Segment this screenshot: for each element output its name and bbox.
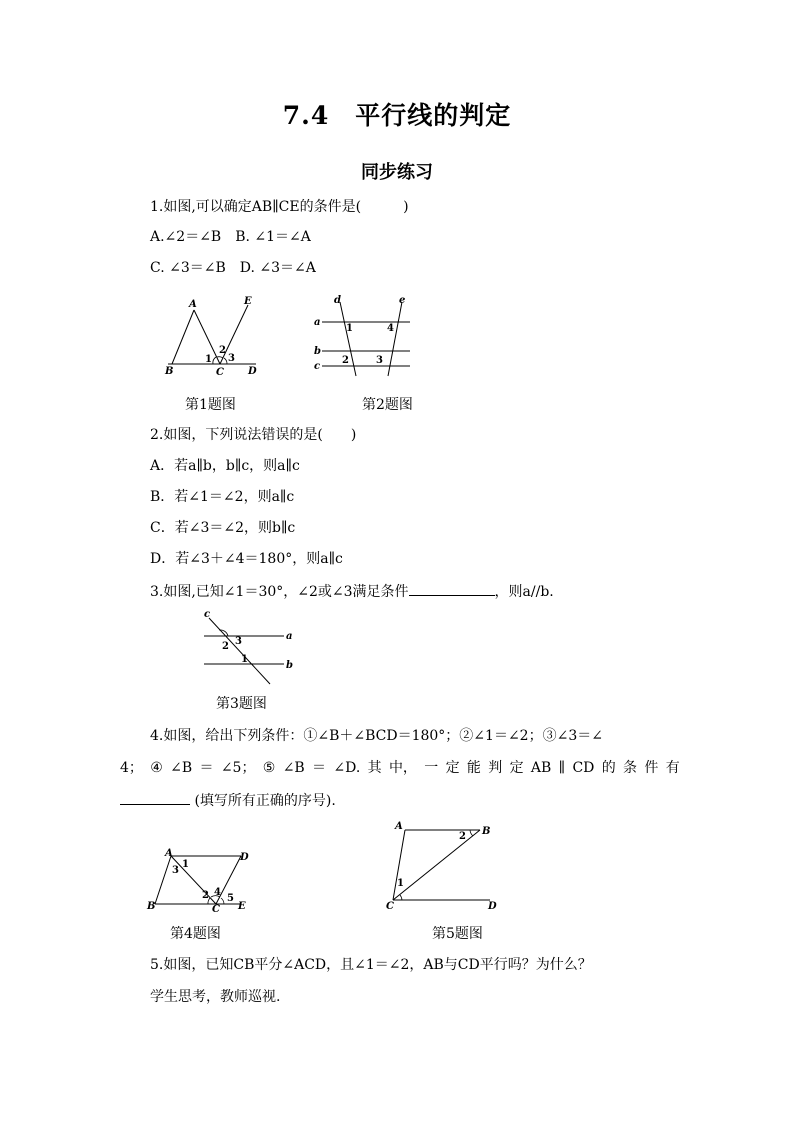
q2-option-a: A．若a∥b，b∥c，则a∥c [150, 458, 300, 474]
fig4-caption: 第4题图 [170, 926, 221, 942]
fig3-angle-3: 3 [235, 636, 242, 647]
fig1-label-E: E [244, 296, 252, 307]
fig4-label-C: C [212, 904, 220, 915]
fig3-label-b: b [286, 660, 293, 671]
q1-options-cd: C. ∠3＝∠B D. ∠3＝∠A [150, 260, 316, 276]
figure-5 [385, 818, 505, 913]
fig1-label-D: D [248, 366, 257, 377]
fig2-angle-2: 2 [342, 355, 349, 366]
fig4-label-E: E [238, 901, 246, 912]
q4-seg: 条 [623, 760, 638, 776]
q4-seg: 其 [367, 760, 382, 776]
q4-seg: ∥ [558, 760, 566, 776]
fig1-label-B: B [165, 366, 174, 377]
q2-option-b: B．若∠1＝∠2，则a∥c [150, 489, 295, 505]
q4-seg: ＝ [199, 760, 214, 776]
figure-1 [160, 298, 270, 378]
fig2-label-e: e [399, 295, 406, 306]
fig1-angle-1: 1 [205, 354, 212, 365]
q4-line-1: 4.如图，给出下列条件：①∠B＋∠BCD＝180°；②∠1＝∠2；③∠3＝∠ [150, 728, 603, 744]
fig5-caption: 第5题图 [432, 926, 483, 942]
fig5-label-C: C [386, 901, 394, 912]
q2-stem: 2.如图，下列说法错误的是( ) [150, 427, 357, 443]
fig2-caption: 第2题图 [362, 397, 413, 413]
q4-seg: 判 [488, 760, 503, 776]
q5-note: 学生思考，教师巡视. [150, 989, 281, 1005]
q1-options-ab: A.∠2＝∠B B. ∠1＝∠A [150, 229, 311, 245]
fig4-angle-2: 2 [202, 890, 209, 901]
q2-option-c: C．若∠3＝∠2，则b∥c [150, 520, 296, 536]
q4-seg: 中， [388, 760, 417, 776]
figure-4 [143, 846, 258, 916]
fig2-label-c: c [314, 361, 321, 372]
fig2-label-d: d [334, 295, 341, 306]
fig2-angle-3: 3 [376, 355, 383, 366]
figure-2 [312, 296, 422, 376]
fig5-label-A: A [395, 821, 403, 832]
fig4-angle-1: 1 [182, 859, 189, 870]
fig3-angle-2: 2 [222, 641, 229, 652]
q4-seg: 能 [466, 760, 481, 776]
q5-stem: 5.如图，已知CB平分∠ACD，且∠1＝∠2，AB与CD平行吗？为什么？ [150, 957, 592, 973]
q3-stem-after: ，则a//b. [494, 584, 554, 600]
fig1-angle-3: 3 [228, 353, 235, 364]
q3-answer-blank[interactable] [409, 581, 495, 596]
q2-option-d: D．若∠3＋∠4＝180°，则a∥c [150, 551, 343, 567]
fig4-angle-3: 3 [172, 865, 179, 876]
q4-seg: ④ [150, 760, 163, 776]
q4-answer-blank[interactable] [120, 790, 190, 805]
fig3-caption: 第3题图 [216, 696, 267, 712]
fig3-label-a: a [286, 631, 293, 642]
q4-seg: 4； [120, 760, 143, 776]
q4-line-2 [120, 759, 680, 777]
fig2-label-a: a [314, 317, 321, 328]
fig2-label-b: b [314, 346, 321, 357]
figure-3 [200, 608, 300, 688]
fig4-label-D: D [240, 852, 249, 863]
fig1-caption: 第1题图 [185, 397, 236, 413]
fig5-angle-2: 2 [459, 831, 466, 842]
fig5-label-B: B [482, 826, 491, 837]
fig5-angle-1: 1 [397, 878, 404, 889]
q4-seg: 一 [424, 760, 439, 776]
q4-seg: ∠B [282, 760, 305, 776]
fig5-label-D: D [488, 901, 497, 912]
q4-seg: ⑤ [262, 760, 276, 776]
q4-line-3-text: (填写所有正确的序号). [194, 793, 336, 809]
q1-stem: 1.如图,可以确定AB∥CE的条件是( ) [150, 199, 409, 215]
q4-seg: ∠B [170, 760, 193, 776]
q4-seg: ＝ [312, 760, 327, 776]
q4-seg: 定 [445, 760, 460, 776]
fig4-angle-5: 5 [227, 893, 234, 904]
q4-seg: CD [572, 760, 595, 776]
fig3-label-c: c [204, 609, 211, 620]
fig2-angle-4: 4 [387, 323, 394, 334]
q4-seg: 定 [509, 760, 524, 776]
q4-seg: ∠5； [220, 760, 256, 776]
section-subtitle: 同步练习 [361, 162, 433, 183]
q4-seg: ∠D. [333, 760, 361, 776]
fig3-angle-1: 1 [241, 654, 248, 665]
fig2-angle-1: 1 [346, 323, 353, 334]
fig1-angle-2: 2 [219, 345, 226, 356]
fig1-label-A: A [189, 299, 197, 310]
fig4-label-B: B [147, 901, 156, 912]
q4-seg: AB [530, 760, 552, 776]
q3-stem-before: 3.如图,已知∠1＝30°，∠2或∠3满足条件 [150, 584, 409, 600]
q4-seg: 的 [601, 760, 616, 776]
q3-stem [150, 581, 554, 601]
fig4-label-A: A [165, 848, 173, 859]
fig4-angle-4: 4 [214, 887, 221, 898]
fig1-label-C: C [216, 367, 224, 378]
page-title: 7.4 平行线的判定 [282, 101, 512, 130]
q4-line-3 [120, 790, 336, 810]
q4-seg: 件 [644, 760, 659, 776]
q4-seg: 有 [665, 760, 680, 776]
